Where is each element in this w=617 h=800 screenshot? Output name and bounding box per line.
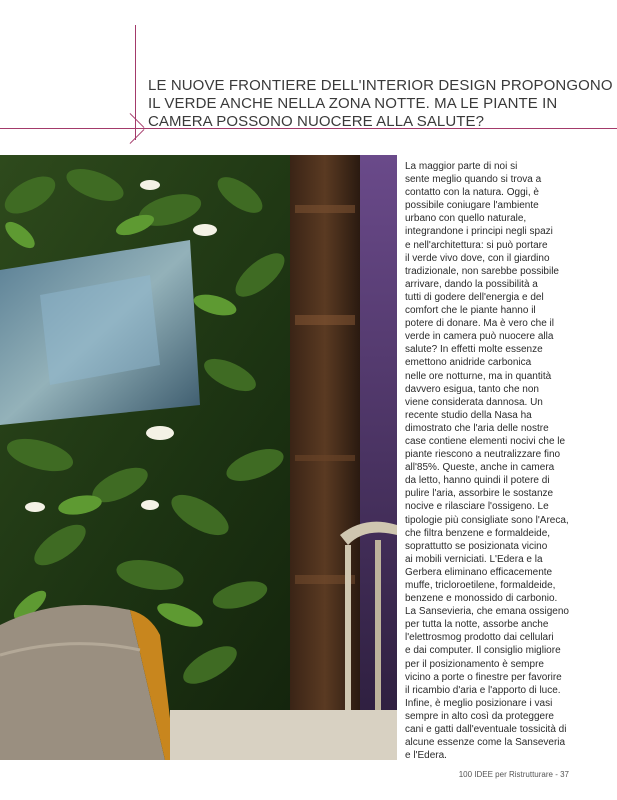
body-line: piante riescono a neutralizzare fino <box>405 449 561 461</box>
body-line: sente meglio quando si trova a <box>405 174 542 186</box>
body-line: cani e gatti dall'eventuale tossicità di <box>405 724 567 736</box>
body-line: urbano con quello naturale, <box>405 213 527 225</box>
body-line: arrivare, dando la possibilità a <box>405 278 538 290</box>
body-line: comfort che le piante hanno il <box>405 305 536 317</box>
headline-line: LE NUOVE FRONTIERE DELL'INTERIOR DESIGN PROPONGONO <box>148 77 613 95</box>
body-line: tutti di godere dell'energia e del <box>405 291 544 303</box>
body-line: tradizionale, non sarebbe possibile <box>405 265 559 277</box>
body-line: da letto, hanno quindi il potere di <box>405 475 550 487</box>
body-line: che filtra benzene e formaldeide, <box>405 527 551 539</box>
crop-mark-diagonal-2 <box>130 129 145 144</box>
body-line: Gerbera eliminano efficacemente <box>405 566 553 578</box>
crop-mark-diagonal-1 <box>130 113 145 128</box>
body-line: benzene e monossido di carbonio. <box>405 593 558 605</box>
body-line: dimostrato che l'aria delle nostre <box>405 422 549 434</box>
body-line: possibile coniugare l'ambiente <box>405 200 539 212</box>
body-line: La maggior parte di noi si <box>405 161 518 172</box>
body-line: integrandone i principi negli spazi <box>405 226 553 238</box>
headline-line: CAMERA POSSONO NUOCERE ALLA SALUTE? <box>148 113 485 131</box>
body-line: nelle ore notturne, ma in quantità <box>405 370 552 382</box>
body-line: davvero esigua, tanto che non <box>405 383 539 395</box>
body-line: tipologie più consigliate sono l'Areca, <box>405 514 569 526</box>
body-line: e l'Edera. <box>405 750 447 762</box>
body-line: e dai computer. Il consiglio migliore <box>405 645 561 657</box>
body-line: per il posizionamento è sempre <box>405 658 544 670</box>
body-line: nocive e rilasciare l'ossigeno. Le <box>405 501 549 513</box>
body-line: il verde vivo dove, con il giardino <box>405 252 550 264</box>
headline-line: IL VERDE ANCHE NELLA ZONA NOTTE. MA LE PIANTE IN <box>148 95 558 113</box>
body-line: vicino a porte o finestre per favorire <box>405 671 562 683</box>
crop-mark-vertical <box>135 25 136 140</box>
body-line: salute? In effetti molte essenze <box>405 344 543 356</box>
body-line: all'85%. Queste, anche in camera <box>405 462 555 474</box>
body-line: contatto con la natura. Oggi, è <box>405 187 539 199</box>
body-text <box>405 160 610 762</box>
body-line: il ricambio d'aria e l'apporto di luce. <box>405 684 561 696</box>
body-line: emettono anidride carbonica <box>405 357 532 369</box>
headline <box>148 77 613 131</box>
body-line: Infine, è meglio posizionare i vasi <box>405 697 553 709</box>
body-line: ai mobili verniciati. L'Edera e la <box>405 553 543 565</box>
body-line: verde in camera può nuocere alla <box>405 331 554 343</box>
body-line: alcune essenze come la Sanseveria <box>405 737 566 749</box>
body-line: La Sansevieria, che emana ossigeno <box>405 606 569 618</box>
photo-vertical-garden-bedroom <box>0 155 397 760</box>
body-line: recente studio della Nasa ha <box>405 409 532 421</box>
body-line: viene considerata dannosa. Un <box>405 396 543 408</box>
body-line: potere di donare. Ma è vero che il <box>405 318 554 330</box>
body-line: sempre in alto così da proteggere <box>405 710 554 722</box>
page-footer: 100 IDEE per Ristrutturare - 37 <box>458 770 569 779</box>
body-line: soprattutto se posizionata vicino <box>405 540 548 552</box>
photo-illustration <box>0 155 397 760</box>
body-line: case contiene elementi nocivi che le <box>405 435 566 447</box>
body-line: per tutta la notte, assorbe anche <box>405 619 549 631</box>
body-line: muffe, tricloroetilene, formaldeide, <box>405 580 556 591</box>
body-line: pulire l'aria, assorbire le sostanze <box>405 488 554 500</box>
body-line: e nell'architettura: si può portare <box>405 239 548 251</box>
body-line: l'elettrosmog prodotto dai cellulari <box>405 632 554 644</box>
